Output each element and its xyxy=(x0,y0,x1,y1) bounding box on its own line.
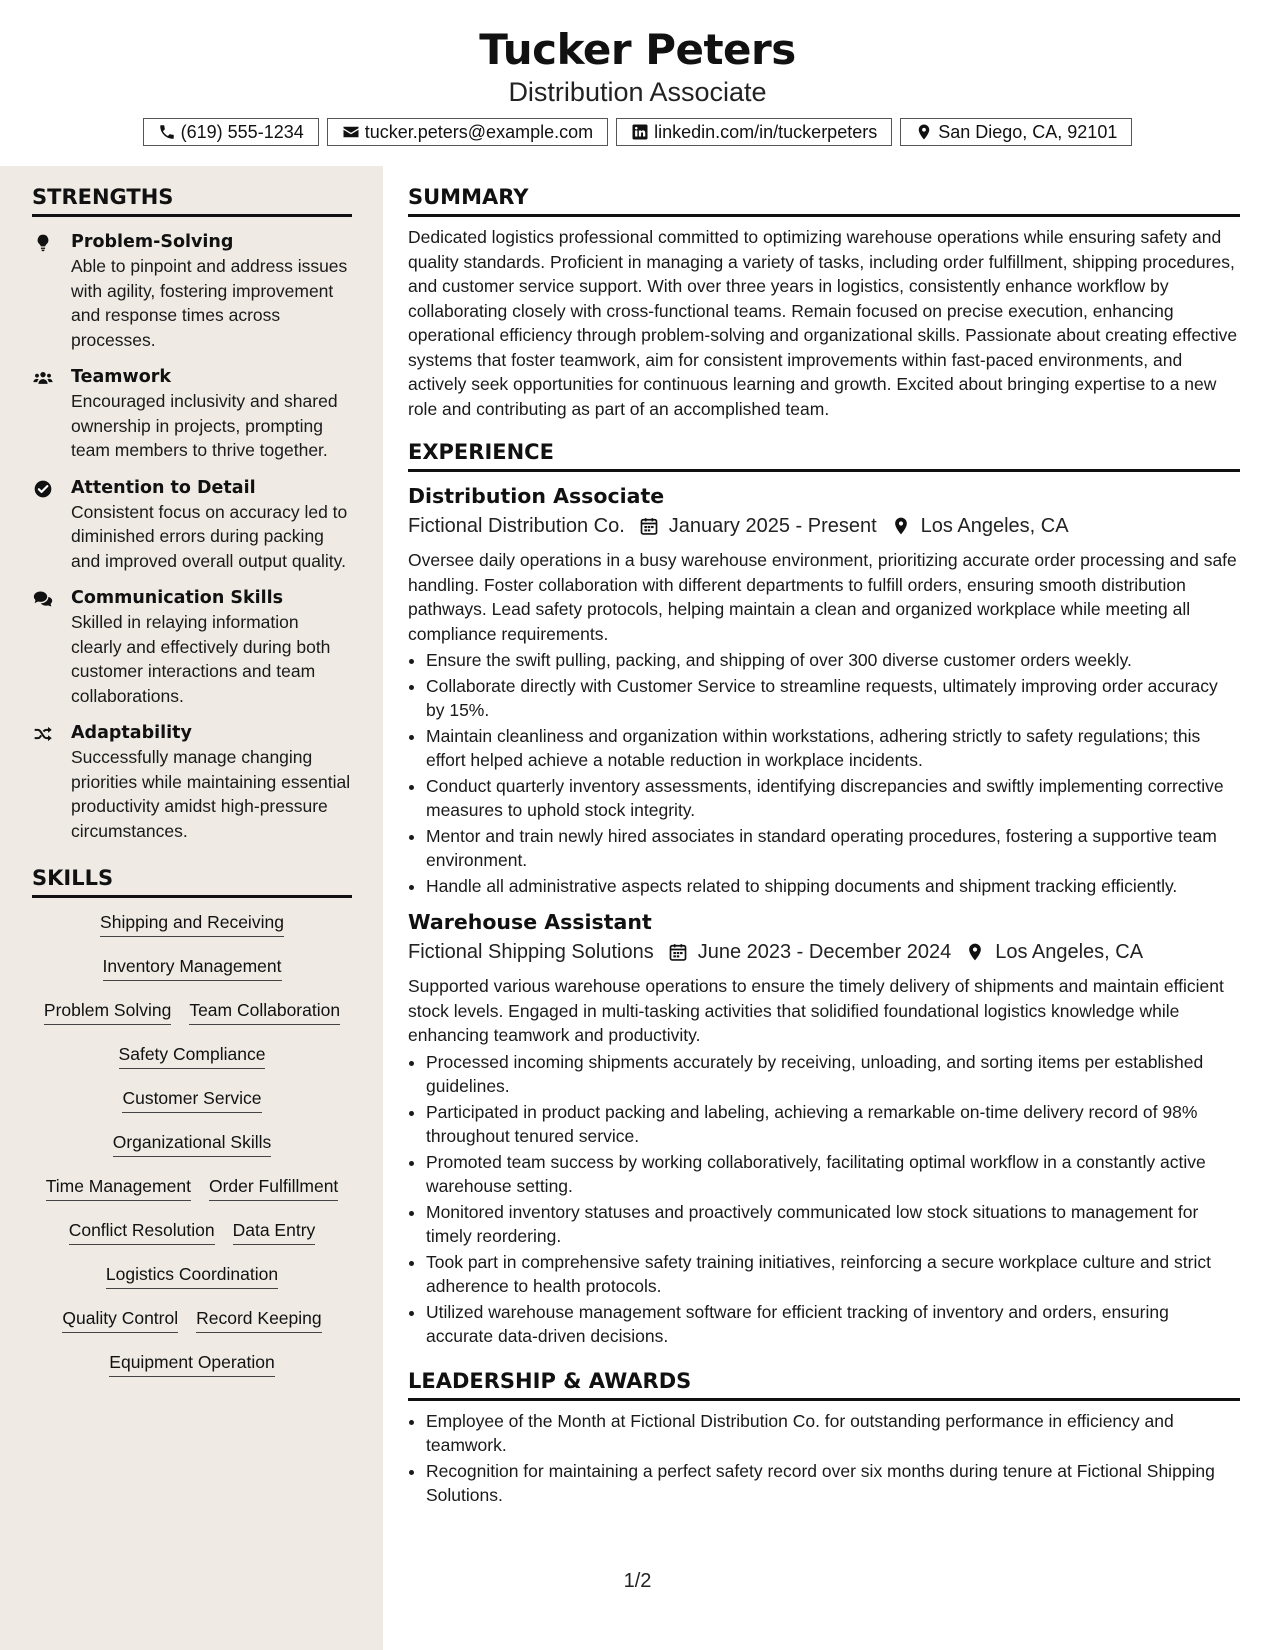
skills-heading: SKILLS xyxy=(32,843,352,898)
skill-tag: Team Collaboration xyxy=(189,998,340,1025)
awards-list xyxy=(408,1409,1240,1508)
resume-header xyxy=(0,0,1275,146)
job-entry xyxy=(408,482,1240,898)
strength-name: Attention to Detail xyxy=(71,477,256,498)
list-item: • Maintain cleanliness and organization within workstations, adhering strictly to safety regulations; this effort helped achieve a notable reduction in workplace incidents. xyxy=(426,724,1240,773)
chat-bubbles-icon xyxy=(32,589,54,609)
calendar-icon xyxy=(639,516,659,536)
job-location: Los Angeles, CA xyxy=(920,515,1069,537)
contact-email[interactable] xyxy=(327,118,608,146)
skill-tag: Order Fulfillment xyxy=(209,1174,338,1201)
skills-list xyxy=(32,898,352,1394)
check-circle-icon xyxy=(32,479,54,499)
contact-phone xyxy=(143,118,319,146)
job-company: Fictional Distribution Co. xyxy=(408,515,625,537)
skill-tag: Logistics Coordination xyxy=(106,1262,278,1289)
summary-text: Dedicated logistics professional committed to optimizing warehouse operations while ensuring safety and quality standards. Proficient in managing a variety of tasks, including order fulfillment, shipping procedures, and customer service support. With over three years in logistics, consistently enhance workflow by collaborating closely with cross-functional teams. Remain focused on precise execution, enhancing operational efficiency through problem-solving and organizational skills. Passionate about creating effective systems that foster teamwork, aim for consistent improvements within fast-paced environments, and actively seek opportunities for continuous learning and growth. Excited about bringing expertise to a new role and contributing as part of an accomplished team. xyxy=(408,227,1238,419)
job-company: Fictional Shipping Solutions xyxy=(408,941,654,963)
job-meta xyxy=(408,938,1240,966)
list-item: • Promoted team success by working collaboratively, facilitating optimal workflow in a constantly active warehouse setting. xyxy=(426,1150,1240,1199)
job-meta xyxy=(408,512,1240,540)
page-number: 1/2 xyxy=(623,1570,652,1592)
job-achievements xyxy=(408,648,1240,898)
list-item: • Employee of the Month at Fictional Distribution Co. for outstanding performance in efficiency and teamwork. xyxy=(426,1409,1240,1458)
skill-tag: Safety Compliance xyxy=(119,1042,266,1069)
contact-email-text[interactable]: tucker.peters@example.com xyxy=(364,121,594,142)
list-item: • Took part in comprehensive safety training initiatives, reinforcing a secure workplace culture and strict adherence to health protocols. xyxy=(426,1250,1240,1299)
skill-tag: Data Entry xyxy=(233,1218,316,1245)
strength-description: Encouraged inclusivity and shared ownership in projects, prompting team members to thrive together. xyxy=(71,391,338,460)
strength-description: Consistent focus on accuracy led to diminished errors during packing and improved overall output quality. xyxy=(71,501,348,571)
skill-tag: Conflict Resolution xyxy=(69,1218,215,1245)
contact-bar xyxy=(0,118,1275,146)
strength-name: Problem-Solving xyxy=(71,232,234,252)
list-item: • Handle all administrative aspects related to shipping documents and shipment tracking efficiently. xyxy=(426,874,1240,899)
strength-name: Adaptability xyxy=(71,723,192,743)
strength-description: Able to pinpoint and address issues with agility, fostering improvement and response times across processes. xyxy=(71,256,348,350)
contact-linkedin[interactable] xyxy=(616,118,892,146)
skill-tag: Problem Solving xyxy=(44,998,171,1025)
skill-tag: Shipping and Receiving xyxy=(100,910,284,937)
list-item: • Mentor and train newly hired associates in standard operating procedures, fostering a supportive team environment. xyxy=(426,824,1240,873)
job-description: Oversee daily operations in a busy warehouse environment, prioritizing accurate order processing and safe handling. Foster collaboration with different departments to fulfill orders, ensuring smooth distribution pathways. Lead safety protocols, helping maintain a clean and organized workplace while meeting all compliance requirements. xyxy=(408,550,1237,644)
contact-location xyxy=(900,118,1132,146)
job-description: Supported various warehouse operations to ensure the timely delivery of shipments and maintain efficient stock levels. Engaged in multi-tasking activities that solidified foundational logistics knowledge while enhancing teamwork and productivity. xyxy=(408,976,1224,1045)
summary-heading: SUMMARY xyxy=(408,166,1240,217)
shuffle-icon xyxy=(32,724,54,744)
strength-item xyxy=(32,586,352,708)
location-pin-icon xyxy=(891,516,911,536)
job-title: Warehouse Assistant xyxy=(408,910,652,934)
list-item: • Processed incoming shipments accurately by receiving, unloading, and sorting items per established guidelines. xyxy=(426,1050,1240,1099)
skill-tag: Quality Control xyxy=(62,1306,178,1333)
list-item: • Participated in product packing and labeling, achieving a remarkable on-time delivery record of 98% throughout tenured service. xyxy=(426,1100,1240,1149)
contact-linkedin-text[interactable]: linkedin.com/in/tuckerpeters xyxy=(654,121,878,142)
job-dates: June 2023 - December 2024 xyxy=(697,941,952,963)
strength-item xyxy=(32,230,352,352)
sidebar xyxy=(0,166,383,1650)
strength-name: Teamwork xyxy=(71,367,171,387)
job-entry xyxy=(408,908,1240,1349)
location-pin-icon xyxy=(915,123,933,141)
strength-name: Communication Skills xyxy=(71,588,284,608)
list-item: • Utilized warehouse management software for efficient tracking of inventory and orders, ensuring accurate data-driven decisions. xyxy=(426,1300,1240,1349)
job-title: Distribution Associate xyxy=(408,484,665,508)
skill-tag: Organizational Skills xyxy=(113,1130,272,1157)
skill-tag: Record Keeping xyxy=(196,1306,322,1333)
list-item: • Monitored inventory statuses and proactively communicated low stock situations to management for timely reordering. xyxy=(426,1200,1240,1249)
list-item: • Collaborate directly with Customer Service to streamline requests, ultimately improving order accuracy by 15%. xyxy=(426,674,1240,723)
strength-item xyxy=(32,365,352,463)
job-location: Los Angeles, CA xyxy=(995,941,1144,963)
linkedin-icon xyxy=(631,123,649,141)
list-item: • Recognition for maintaining a perfect safety record over six months during tenure at Fictional Shipping Solutions. xyxy=(426,1459,1240,1508)
skill-tag: Inventory Management xyxy=(103,954,282,981)
lightbulb-icon xyxy=(32,233,54,253)
contact-phone-text: (619) 555-1234 xyxy=(180,121,304,142)
awards-heading: LEADERSHIP & AWARDS xyxy=(408,1350,1240,1401)
envelope-icon xyxy=(342,123,360,141)
strength-description: Skilled in relaying information clearly and effectively during both customer interactions and team collaborations. xyxy=(71,612,331,706)
strength-item xyxy=(32,721,352,843)
list-item: • Conduct quarterly inventory assessments, identifying discrepancies and swiftly implementing corrective measures to uphold stock integrity. xyxy=(426,774,1240,823)
list-item: • Ensure the swift pulling, packing, and shipping of over 300 diverse customer orders weekly. xyxy=(426,648,1240,673)
strength-item xyxy=(32,476,352,574)
phone-icon xyxy=(158,123,176,141)
candidate-name: Tucker Peters xyxy=(479,25,796,74)
skill-tag: Equipment Operation xyxy=(109,1350,274,1377)
contact-location-text: San Diego, CA, 92101 xyxy=(938,121,1118,142)
skill-tag: Customer Service xyxy=(122,1086,261,1113)
skill-tag: Time Management xyxy=(46,1174,191,1201)
candidate-title: Distribution Associate xyxy=(508,77,767,107)
main-column xyxy=(408,166,1240,1509)
experience-heading: EXPERIENCE xyxy=(408,421,1240,472)
strength-description: Successfully manage changing priorities while maintaining essential productivity amidst high-pressure circumstances. xyxy=(71,747,351,841)
users-icon xyxy=(32,368,54,388)
location-pin-icon xyxy=(965,942,985,962)
calendar-icon xyxy=(668,942,688,962)
job-achievements xyxy=(408,1050,1240,1349)
job-dates: January 2025 - Present xyxy=(668,515,877,537)
strengths-heading: STRENGTHS xyxy=(32,166,352,217)
